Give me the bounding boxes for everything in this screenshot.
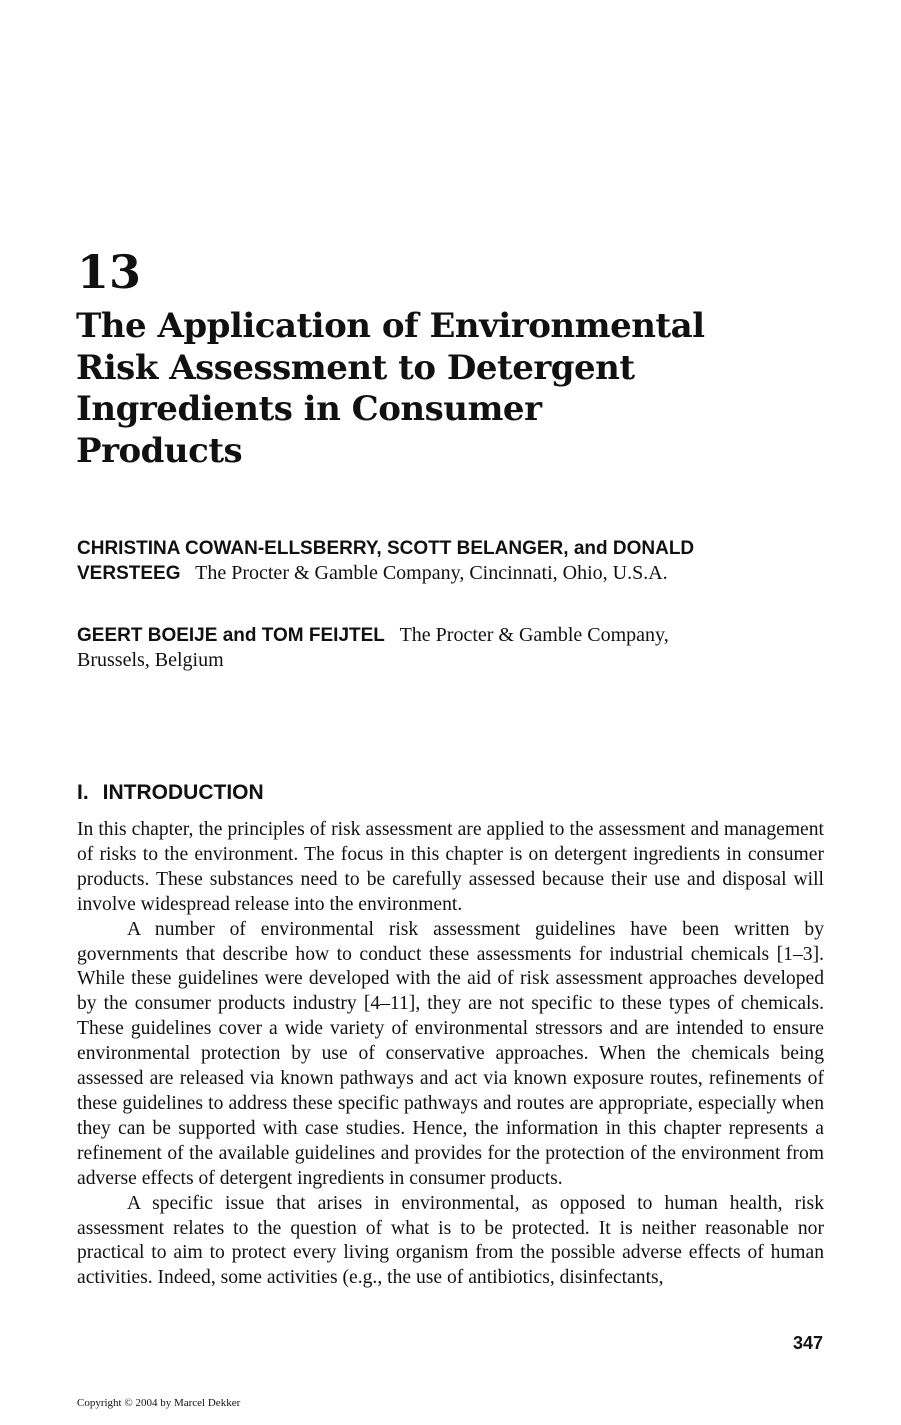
author-names: CHRISTINA COWAN-ELLSBERRY, SCOTT BELANGER, and DONALD VERSTEEG [77, 538, 695, 584]
copyright-notice: Copyright © 2004 by Marcel Dekker [77, 1397, 241, 1409]
author-affiliation: The Procter & Gamble Company, Brussels, Belgium [77, 624, 669, 671]
author-affiliation: The Procter & Gamble Company, Cincinnati, Ohio, U.S.A. [195, 562, 668, 584]
chapter-number: 13 [77, 245, 142, 299]
author-block-1 [77, 536, 717, 586]
paragraph: A number of environmental risk assessment guidelines have been written by governments that describe how to conduct these assessments for industrial chemicals [1–3]. While these guidelines were developed with the aid of risk assessment approaches developed by the consumer products industry [4–11], they are not specific to these types of chemicals. These guidelines cover a wide variety of environmental stressors and are intended to ensure environmental protection by use of conservative approaches. When the chemicals being assessed are released via known pathways and act via known exposure routes, refinements of these guidelines to address these specific pathways and routes are appropriate, especially when they can be supported with case studies. Hence, the information in this chapter represents a refinement of the available guidelines and provides for the protection of the environment from adverse effects of detergent ingredients in consumer products. [77, 918, 824, 1189]
section-title: INTRODUCTION [102, 781, 264, 804]
paragraph: A specific issue that arises in environmental, as opposed to human health, risk assessment relates to the question of what is to be protected. It is neither reasonable nor practical to aim to protect every living organism from the possible adverse effects of human activities. Indeed, some activities (e.g., the use of antibiotics, disinfectants, [77, 1192, 824, 1289]
author-names: GEERT BOEIJE and TOM FEIJTEL [77, 625, 385, 646]
chapter-title: The Application of Environmental Risk Assessment to Detergent Ingredients in Consumer Products [76, 306, 705, 471]
section-heading [77, 780, 264, 806]
page-number: 347 [792, 1333, 823, 1353]
body-text [77, 818, 824, 1291]
author-block-2 [77, 623, 717, 673]
section-number: I. [77, 781, 89, 804]
paragraph: In this chapter, the principles of risk assessment are applied to the assessment and management of risks to the environment. The focus in this chapter is on detergent ingredients in consumer products. These substances need to be carefully assessed because their use and disposal will involve widespread release into the environment. [77, 819, 824, 915]
